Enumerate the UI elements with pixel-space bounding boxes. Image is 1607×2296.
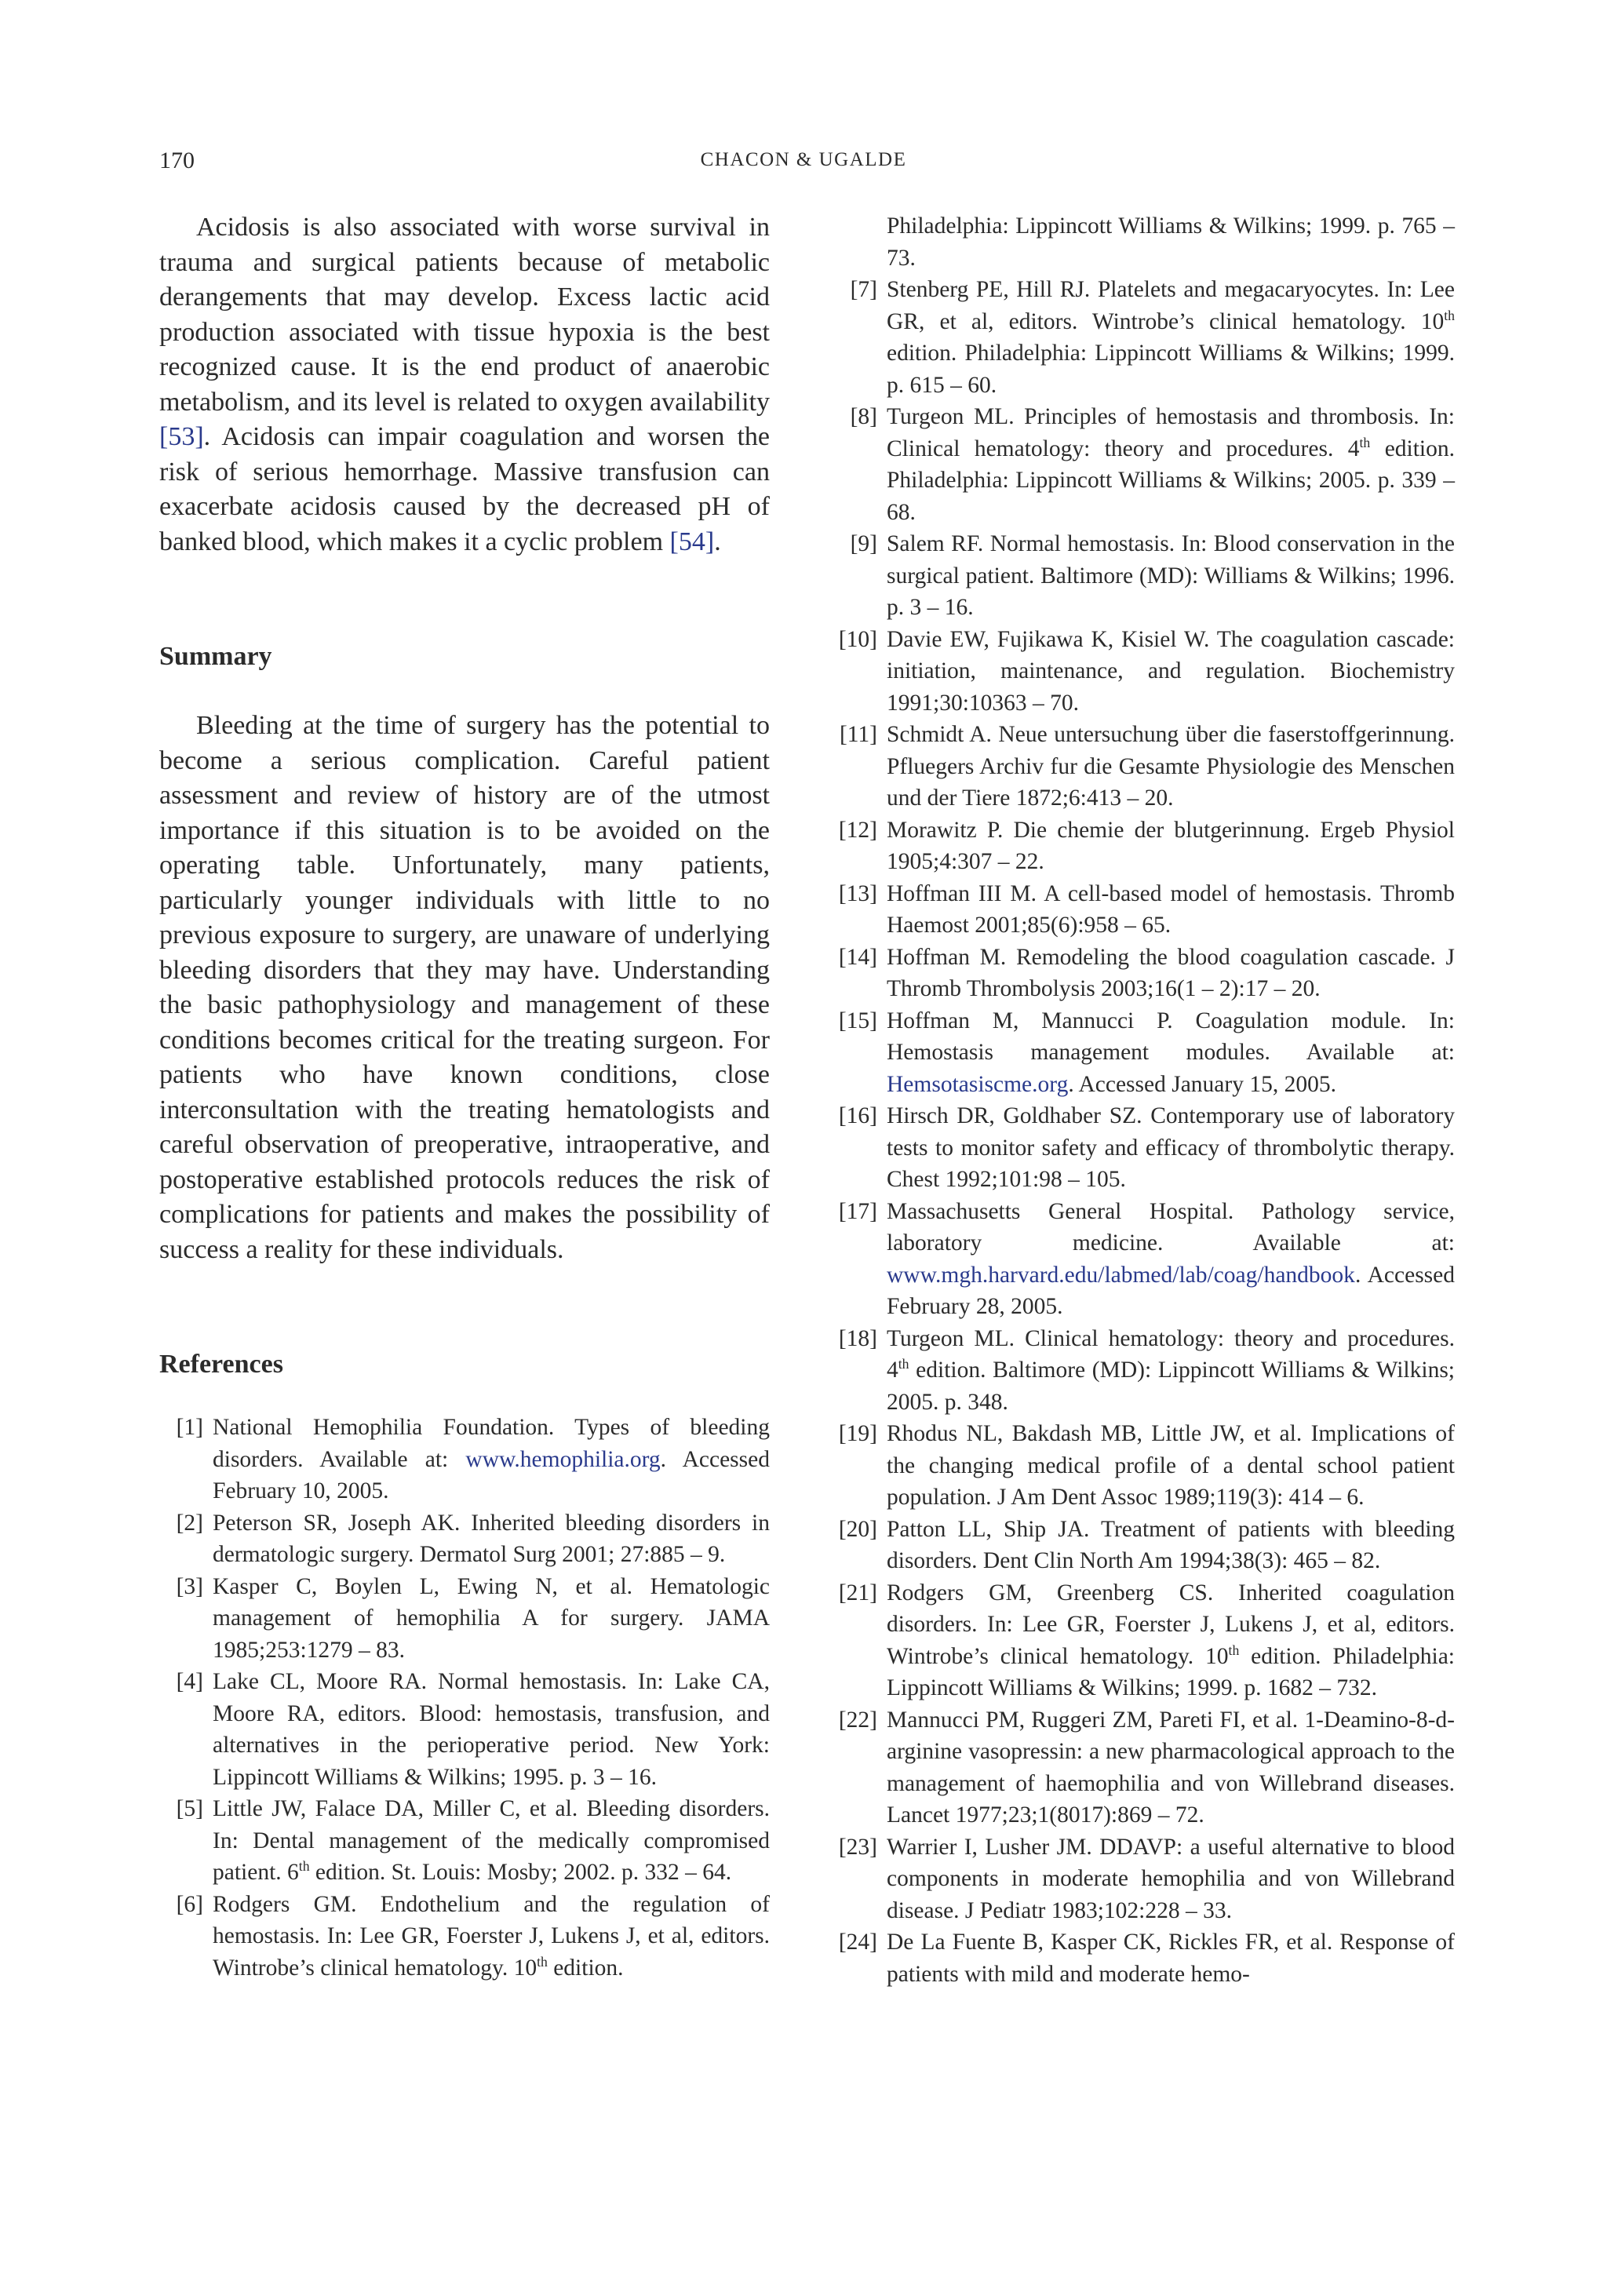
reference-item: [159, 1793, 770, 1889]
reference-text: Hoffman III M. A cell-based model of hemostasis. Thromb Haemost 2001;85(6):958 – 65.: [887, 880, 1455, 938]
reference-number: [6]: [176, 1891, 203, 1917]
reference-text: Schmidt A. Neue untersuchung über die faserstoffgerinnung. Pfluegers Archiv fur die Gesamte Physiologie des Menschen und der Tiere 1872;6:413 – 20.: [887, 722, 1455, 811]
reference-text-part: edition.: [547, 1955, 624, 1981]
reference-number: [16]: [838, 1103, 877, 1128]
reference-text: [887, 1196, 1455, 1323]
reference-item: [159, 1571, 770, 1667]
reference-number: [22]: [838, 1707, 877, 1733]
reference-item: [833, 815, 1455, 878]
reference-number: [8]: [850, 404, 877, 429]
intro-paragraph: [159, 210, 770, 559]
reference-number: [7]: [850, 277, 877, 302]
superscript: th: [537, 1953, 548, 1970]
reference-link[interactable]: Hemsotasiscme.org: [887, 1071, 1069, 1097]
reference-number: [15]: [838, 1008, 877, 1033]
reference-text-part: edition. Baltimore (MD): Lippincott Williams & Wilkins; 2005. p. 348.: [887, 1358, 1455, 1415]
summary-paragraph: Bleeding at the time of surgery has the potential to become a serious complication. Careful patient assessment and review of history are of the utmost importance if this situation is to be avoided on the operating table. Unfortunately, many patients, particularly younger individuals with little to no previous exposure to surgery, are unaware of underlying bleeding disorders that they may have. Understanding the basic pathophysiology and management of these conditions becomes critical for the treating surgeon. For patients who have known conditions, close interconsultation with the treating hematologists and careful observation of preoperative, intraoperative, and postoperative established protocols reduces the risk of complications for patients and makes the possibility of success a reality for these individuals.: [159, 711, 770, 1264]
reference-number: [24]: [838, 1930, 877, 1955]
reference-text: Kasper C, Boylen L, Ewing N, et al. Hematologic management of hemophilia A for surgery. JAMA 1985;253:1279 – 83.: [213, 1573, 770, 1663]
reference-text-part: . Accessed February 28, 2005.: [887, 1262, 1455, 1319]
reference-text: [887, 1323, 1455, 1419]
reference-number: [4]: [176, 1669, 203, 1694]
reference-item: [833, 624, 1455, 720]
reference-text: Hirsch DR, Goldhaber SZ. Contemporary use of laboratory tests to monitor safety and efficacy of thrombolytic therapy. Chest 1992;101:98 – 105.: [887, 1103, 1455, 1192]
reference-continuation: Philadelphia: Lippincott Williams & Wilkins; 1999. p. 765 – 73.: [887, 213, 1455, 271]
reference-text: Mannucci PM, Ruggeri ZM, Pareti FI, et al. 1-Deamino-8-d-arginine vasopressin: a new pharmacological approach to the management of haemophilia and von Willebrand diseases. Lancet 1977;23;1(8017):869 – 72.: [887, 1707, 1455, 1828]
reference-item: [833, 1514, 1455, 1577]
superscript: th: [1359, 434, 1371, 450]
reference-item: [833, 1100, 1455, 1196]
reference-text-part: . Accessed February 10, 2005.: [213, 1446, 770, 1503]
reference-number: [13]: [838, 880, 877, 906]
reference-item: [833, 1005, 1455, 1101]
superscript: th: [898, 1356, 909, 1372]
reference-text: Morawitz P. Die chemie der blutgerinnung. Ergeb Physiol 1905;4:307 – 22.: [887, 817, 1455, 874]
reference-text-part: Turgeon ML. Clinical hematology: theory and procedures. 4: [887, 1325, 1455, 1383]
reference-text-part: edition. Philadelphia: Lippincott Williams & Wilkins; 1999. p. 1682 – 732.: [887, 1643, 1455, 1700]
reference-text: [887, 1577, 1455, 1704]
references-heading: References: [159, 1350, 283, 1379]
reference-text-part: Turgeon ML. Principles of hemostasis and thrombosis. In: Clinical hematology: theory and procedures. 4: [887, 404, 1455, 461]
reference-text: Patton LL, Ship JA. Treatment of patients with bleeding disorders. Dent Clin North Am 1994;38(3): 465 – 82.: [887, 1516, 1455, 1573]
reference-text: [887, 274, 1455, 401]
reference-text: Rhodus NL, Bakdash MB, Little JW, et al. Implications of the changing medical profile of a dental school patient population. J Am Dent Assoc 1989;119(3): 414 – 6.: [887, 1421, 1455, 1510]
reference-text: Peterson SR, Joseph AK. Inherited bleeding disorders in dermatologic surgery. Dermatol Surg 2001; 27:885 – 9.: [213, 1510, 770, 1567]
reference-text: De La Fuente B, Kasper CK, Rickles FR, et al. Response of patients with mild and moderate hemo-: [887, 1930, 1455, 1987]
reference-text-part: Rodgers GM, Greenberg CS. Inherited coagulation disorders. In: Lee GR, Foerster J, Lukens J, et al, editors. Wintrobe’s clinical hematology. 10: [887, 1580, 1455, 1669]
reference-text: [887, 1005, 1455, 1101]
reference-item: [833, 528, 1455, 624]
reference-text: Warrier I, Lusher JM. DDAVP: a useful alternative to blood components in moderate hemophilia and von Willebrand disease. J Pediatr 1983;102:228 – 33.: [887, 1834, 1455, 1923]
reference-item: [833, 1831, 1455, 1927]
reference-item: [159, 1666, 770, 1793]
reference-number: [17]: [838, 1198, 877, 1224]
reference-item: [833, 1418, 1455, 1514]
reference-text: Lake CL, Moore RA. Normal hemostasis. In: Lake CA, Moore RA, editors. Blood: hemostasis, transfusion, and alternatives in the perioperative period. New York: Lippincott Williams & Wilkins; 1995. p. 3 – 16.: [213, 1669, 770, 1790]
reference-text-part: Hoffman M, Mannucci P. Coagulation module. In: Hemostasis management modules. Available at:: [887, 1008, 1455, 1065]
reference-text: Davie EW, Fujikawa K, Kisiel W. The coagulation cascade: initiation, maintenance, and regulation. Biochemistry 1991;30:10363 – 70.: [887, 626, 1455, 716]
citation-link-53[interactable]: [53]: [159, 422, 204, 451]
page-header: [159, 148, 1448, 179]
reference-number: [14]: [838, 944, 877, 970]
page-number: 170: [159, 148, 195, 173]
reference-number: [10]: [838, 626, 877, 652]
reference-text-part: Stenberg PE, Hill RJ. Platelets and megacaryocytes. In: Lee GR, et al, editors. Wintrobe’s clinical hematology. 10: [887, 277, 1455, 334]
reference-number: [18]: [838, 1325, 877, 1351]
reference-number: [23]: [838, 1834, 877, 1860]
reference-text-part: Massachusetts General Hospital. Pathology service, laboratory medicine. Available at:: [887, 1198, 1455, 1256]
reference-number: [19]: [838, 1421, 877, 1446]
intro-text-end: .: [714, 527, 721, 556]
reference-number: [1]: [176, 1415, 203, 1440]
reference-number: [5]: [176, 1796, 203, 1821]
left-column: [159, 210, 770, 1984]
reference-text-part: Rodgers GM. Endothelium and the regulation of hemostasis. In: Lee GR, Foerster J, Lukens J, et al, editors. Wintrobe’s clinical hematology. 10: [213, 1891, 770, 1981]
reference-item: [833, 1704, 1455, 1831]
intro-text-part-2: . Acidosis can impair coagulation and worsen the risk of serious hemorrhage. Massive transfusion can exacerbate acidosis caused by the decreased pH of banked blood, which makes it a cyclic problem: [159, 422, 770, 556]
intro-text-part-1: Acidosis is also associated with worse survival in trauma and surgical patients because of metabolic derangements that may develop. Excess lactic acid production associated with tissue hypoxia is the best recognized cause. It is the end product of anaerobic metabolism, and its level is related to oxygen availability: [159, 213, 770, 417]
reference-text: [887, 401, 1455, 528]
superscript: th: [1228, 1642, 1240, 1658]
reference-item: [833, 1323, 1455, 1419]
reference-text-part: National Hemophilia Foundation. Types of bleeding disorders. Available at:: [213, 1415, 770, 1472]
reference-text-part: Little JW, Falace DA, Miller C, et al. Bleeding disorders. In: Dental management of the medically compromised patient. 6: [213, 1796, 770, 1885]
reference-item: [833, 274, 1455, 401]
reference-item: [833, 942, 1455, 1005]
reference-item: [833, 1926, 1455, 1990]
right-column: [833, 210, 1455, 1990]
reference-text-part: edition. St. Louis: Mosby; 2002. p. 332 – 64.: [309, 1860, 732, 1885]
reference-item: [159, 1507, 770, 1571]
reference-number: [2]: [176, 1510, 203, 1536]
citation-link-54[interactable]: [54]: [669, 527, 715, 556]
superscript: th: [298, 1858, 310, 1875]
summary-heading: Summary: [159, 642, 272, 671]
reference-number: [12]: [838, 817, 877, 843]
reference-text: Salem RF. Normal hemostasis. In: Blood conservation in the surgical patient. Baltimore (MD): Williams & Wilkins; 1996. p. 3 – 16.: [887, 531, 1455, 620]
reference-item: [833, 1196, 1455, 1323]
reference-item: [833, 1577, 1455, 1704]
reference-item: [833, 401, 1455, 528]
reference-list-left: [159, 1412, 770, 1984]
reference-item: [833, 719, 1455, 815]
reference-number: [20]: [838, 1516, 877, 1542]
reference-link[interactable]: www.hemophilia.org: [465, 1446, 661, 1472]
reference-text: [213, 1412, 770, 1507]
reference-text: [213, 1889, 770, 1984]
reference-item: [159, 1412, 770, 1507]
reference-text-part: edition. Philadelphia: Lippincott Williams & Wilkins; 2005. p. 339 – 68.: [887, 436, 1455, 525]
reference-number: [21]: [838, 1580, 877, 1605]
reference-item: [159, 1889, 770, 1984]
reference-number: [11]: [839, 722, 877, 747]
reference-item: [833, 878, 1455, 942]
reference-text-part: edition. Philadelphia: Lippincott Williams & Wilkins; 1999. p. 615 – 60.: [887, 341, 1455, 398]
superscript: th: [1444, 307, 1455, 323]
reference-number: [9]: [850, 531, 877, 556]
reference-text-part: . Accessed January 15, 2005.: [1068, 1071, 1336, 1097]
running-title: CHACON & UGALDE: [700, 149, 907, 170]
reference-text: [213, 1793, 770, 1889]
reference-number: [3]: [176, 1573, 203, 1599]
reference-text: Hoffman M. Remodeling the blood coagulation cascade. J Thromb Thrombolysis 2003;16(1 – 2):17 – 20.: [887, 944, 1455, 1001]
reference-link[interactable]: www.mgh.harvard.edu/labmed/lab/coag/handbook: [887, 1262, 1355, 1288]
